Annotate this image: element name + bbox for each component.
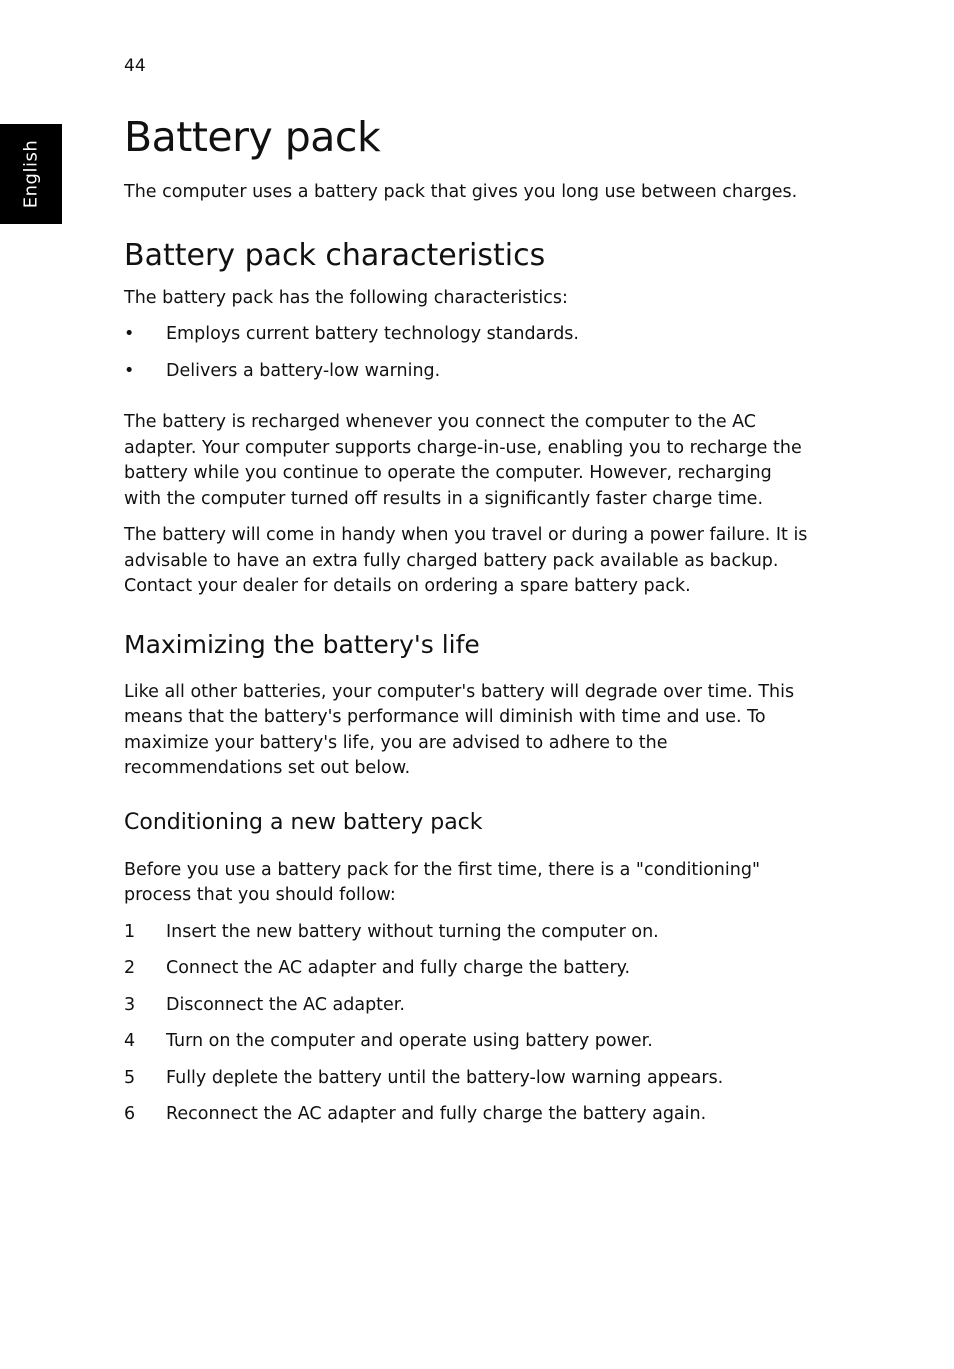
step-number: 5 bbox=[124, 1067, 136, 1088]
list-item bbox=[124, 956, 814, 982]
step-number: 3 bbox=[124, 994, 136, 1015]
step-number: 6 bbox=[124, 1104, 136, 1124]
conditioning-steps bbox=[124, 920, 814, 1128]
conditioning-heading: Conditioning a new battery pack bbox=[124, 809, 483, 835]
list-item bbox=[124, 1066, 814, 1092]
bullet-marker: • bbox=[124, 324, 135, 344]
step-number: 4 bbox=[124, 1031, 136, 1051]
list-item bbox=[124, 920, 814, 946]
backup-paragraph: The battery will come in handy when you travel or during a power failure. It is advisable to have an extra fully charged battery pack available as backup. Contact your dealer for details on ordering a spare battery pack. bbox=[124, 525, 808, 596]
list-item-text: Employs current battery technology standards. bbox=[166, 324, 579, 344]
maximizing-paragraph: Like all other batteries, your computer's battery will degrade over time. This means that the battery's performance will diminish with time and use. To maximize your battery's life, you are advised to adhere to the recommendations set out below. bbox=[124, 681, 795, 778]
bullet-marker: • bbox=[124, 360, 135, 381]
step-text: Reconnect the AC adapter and fully charge the battery again. bbox=[166, 1104, 707, 1124]
step-text: Insert the new battery without turning the computer on. bbox=[166, 921, 659, 942]
list-item bbox=[124, 359, 814, 385]
list-item bbox=[124, 993, 814, 1019]
intro-paragraph: The computer uses a battery pack that gives you long use between charges. bbox=[124, 182, 798, 202]
characteristics-list bbox=[124, 322, 814, 384]
list-item bbox=[124, 322, 814, 348]
language-tab bbox=[0, 124, 62, 224]
page-title: Battery pack bbox=[124, 113, 381, 161]
list-item bbox=[124, 1029, 814, 1055]
list-item-text: Delivers a battery-low warning. bbox=[166, 360, 441, 381]
list-item bbox=[124, 1102, 814, 1128]
recharge-paragraph: The battery is recharged whenever you connect the computer to the AC adapter. Your computer supports charge-in-use, enabling you to recharge the battery while you continue to operate the computer. However, recharging with the computer turned off results in a significantly faster charge time. bbox=[124, 412, 802, 509]
spacer bbox=[124, 395, 814, 410]
page-content bbox=[124, 108, 814, 1139]
maximizing-heading: Maximizing the battery's life bbox=[124, 629, 480, 659]
language-tab-label: English bbox=[20, 139, 42, 209]
page-number: 44 bbox=[124, 56, 146, 76]
step-number: 1 bbox=[124, 921, 136, 942]
step-text: Connect the AC adapter and fully charge the battery. bbox=[166, 958, 631, 978]
characteristics-heading: Battery pack characteristics bbox=[124, 237, 546, 273]
step-text: Fully deplete the battery until the battery-low warning appears. bbox=[166, 1067, 724, 1088]
step-text: Disconnect the AC adapter. bbox=[166, 994, 405, 1015]
step-text: Turn on the computer and operate using battery power. bbox=[166, 1031, 653, 1051]
step-number: 2 bbox=[124, 958, 136, 978]
characteristics-lead: The battery pack has the following characteristics: bbox=[124, 287, 568, 308]
conditioning-lead: Before you use a battery pack for the first time, there is a "conditioning" process that you should follow: bbox=[124, 859, 760, 905]
